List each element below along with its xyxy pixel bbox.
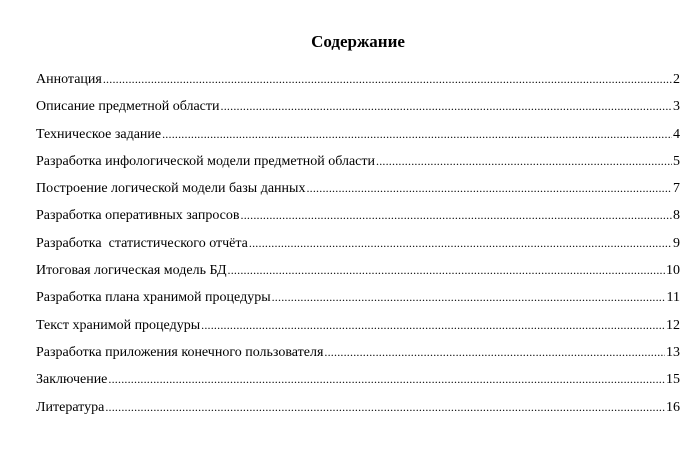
- table-of-contents: [36, 69, 680, 424]
- toc-entry-page-number: 13: [666, 344, 680, 360]
- dot-leader: [105, 397, 665, 418]
- toc-entry-page-number: 3: [673, 99, 680, 115]
- toc-entry: [36, 69, 680, 96]
- toc-entry: [36, 287, 680, 314]
- toc-entry: [36, 205, 680, 232]
- toc-entry-label: Текст хранимой процедуры: [36, 317, 201, 333]
- toc-entry-label: Разработка оперативных запросов: [36, 208, 240, 224]
- toc-entry: [36, 124, 680, 151]
- toc-entry-label: Разработка статистического отчёта: [36, 235, 248, 251]
- toc-entry: [36, 369, 680, 396]
- toc-entry-label: Разработка инфологической модели предметной области: [36, 153, 375, 169]
- toc-entry-page-number: 7: [673, 181, 680, 197]
- toc-entry-page-number: 2: [673, 72, 680, 87]
- toc-entry-label: Разработка плана хранимой процедуры: [36, 290, 271, 306]
- dot-leader: [221, 96, 672, 117]
- toc-entry-page-number: 12: [666, 317, 680, 333]
- toc-entry: [36, 151, 680, 178]
- toc-entry-label: Аннотация: [36, 72, 102, 87]
- toc-entry-page-number: 10: [666, 263, 680, 279]
- toc-entry-page-number: 15: [666, 372, 680, 388]
- toc-entry: [36, 260, 680, 287]
- toc-entry-page-number: 9: [673, 235, 680, 251]
- toc-entry: [36, 233, 680, 260]
- toc-entry-label: Описание предметной области: [36, 99, 220, 115]
- dot-leader: [306, 178, 672, 199]
- dot-leader: [324, 342, 665, 363]
- toc-entry-label: Итоговая логическая модель БД: [36, 263, 227, 279]
- toc-entry: [36, 397, 680, 424]
- toc-entry-label: Разработка приложения конечного пользователя: [36, 344, 324, 360]
- toc-entry: [36, 315, 680, 342]
- toc-entry-page-number: 4: [673, 126, 680, 142]
- toc-entry-label: Заключение: [36, 372, 108, 388]
- toc-entry-page-number: 11: [666, 290, 680, 306]
- dot-leader: [103, 69, 672, 90]
- toc-entry-page-number: 5: [673, 153, 680, 169]
- toc-entry-page-number: 16: [666, 399, 680, 415]
- dot-leader: [201, 315, 665, 336]
- dot-leader: [228, 260, 665, 281]
- toc-entry-label: Построение логической модели базы данных: [36, 181, 306, 197]
- dot-leader: [241, 205, 672, 226]
- toc-entry: [36, 96, 680, 123]
- toc-entry-label: Литература: [36, 399, 105, 415]
- toc-entry-page-number: 8: [673, 208, 680, 224]
- toc-entry: [36, 178, 680, 205]
- dot-leader: [108, 369, 665, 390]
- dot-leader: [162, 124, 672, 145]
- toc-heading: Содержание: [311, 32, 405, 51]
- dot-leader: [249, 233, 672, 254]
- toc-entry-label: Техническое задание: [36, 126, 162, 142]
- dot-leader: [376, 151, 672, 172]
- dot-leader: [272, 287, 666, 308]
- toc-entry: [36, 342, 680, 369]
